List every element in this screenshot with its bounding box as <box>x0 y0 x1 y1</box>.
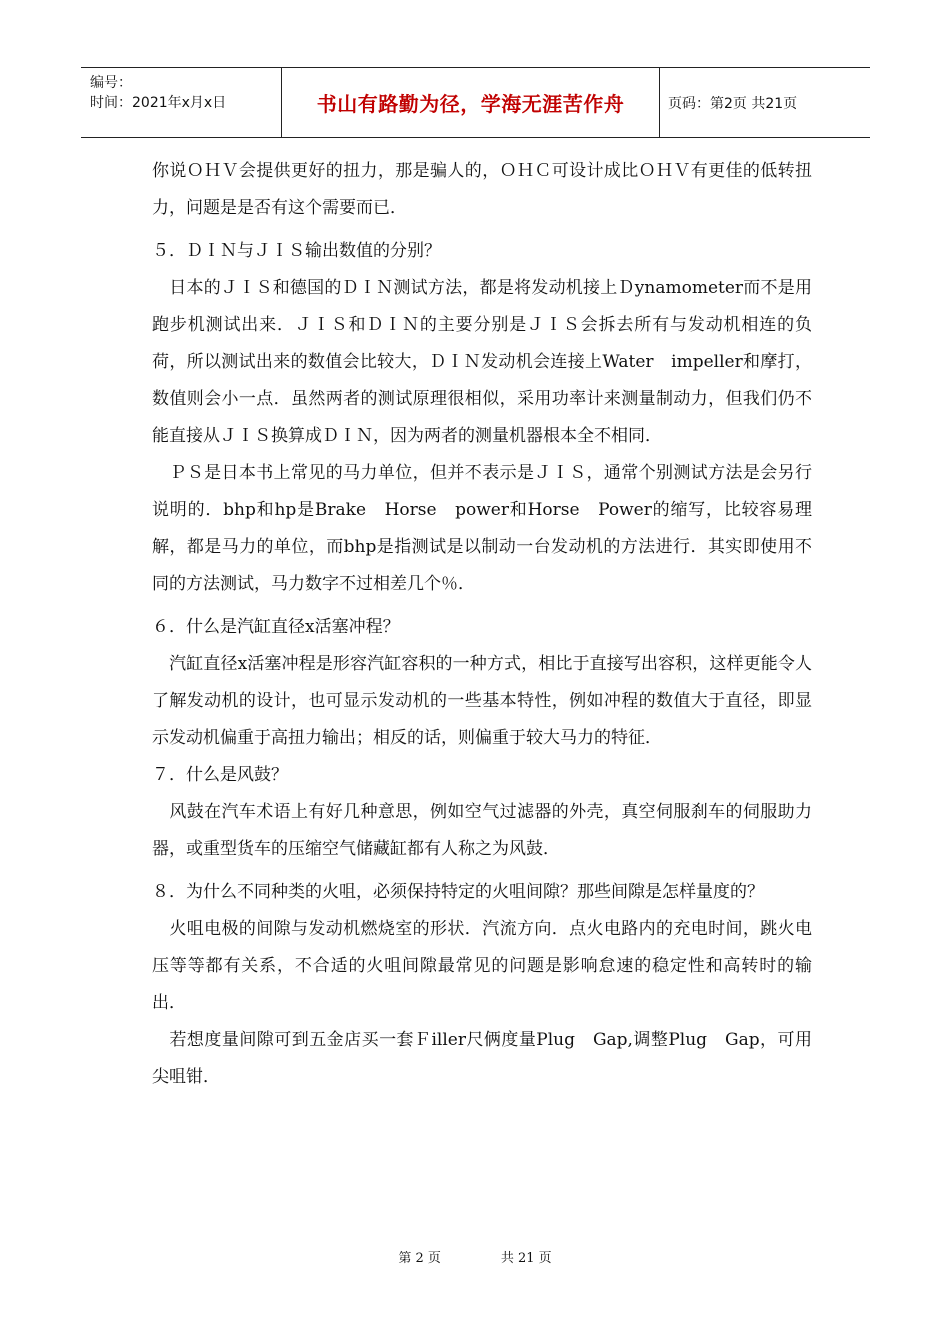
header-meta <box>81 68 282 137</box>
document-number: 编号： <box>90 75 132 91</box>
section-heading: ８．为什么不同种类的火咀，必须保持特定的火咀间隙？那些间隙是怎样量度的？ <box>152 882 764 902</box>
section-heading: ６．什么是汽缸直径x活塞冲程？ <box>152 617 400 637</box>
paragraph: 日本的ＪＩＳ和德国的ＤＩＮ测试方法，都是将发动机接上Ｄynamometer而不是用跑步机测试出来．ＪＩＳ和ＤＩＮ的主要分别是ＪＩＳ会拆去所有与发动机相连的负荷，所以测试出来的数值会比较大，ＤＩＮ发动机会连接上Water impeller和摩打，数值则会小一点．虽然两者的测试原理很相似，采用功率计来测量制动力，但我们仍不能直接从ＪＩＳ换算成ＤＩＮ，因为两者的测量机器根本全不相同． <box>152 278 812 446</box>
paragraph: 你说ＯＨＶ会提供更好的扭力，那是骗人的，ＯＨＣ可设计成比ＯＨＶ有更佳的低转扭力，问题是是否有这个需要而已． <box>152 161 812 218</box>
header-page-info: 页码：第2页 共21页 <box>668 95 798 112</box>
header-motto-cell <box>282 68 660 137</box>
page-header <box>81 67 870 138</box>
header-page-cell <box>660 68 870 137</box>
paragraph: 汽缸直径x活塞冲程是形容汽缸容积的一种方式，相比于直接写出容积，这样更能令人了解发动机的设计，也可显示发动机的一些基本特性，例如冲程的数值大于直径，即显示发动机偏重于高扭力输出；相反的话，则偏重于较大马力的特征． <box>152 654 812 748</box>
paragraph: 火咀电极的间隙与发动机燃烧室的形状．汽流方向．点火电路内的充电时间，跳火电压等等都有关系，不合适的火咀间隙最常见的问题是影响怠速的稳定性和高转时的输出． <box>152 919 812 1013</box>
document-body <box>152 153 812 1096</box>
document-date: 时间：2021年x月x日 <box>90 95 227 111</box>
section-heading: ５．ＤＩＮ与ＪＩＳ输出数值的分别？ <box>152 241 441 261</box>
footer-total: 共 21 页 <box>500 1251 552 1266</box>
page-footer <box>0 1247 950 1266</box>
paragraph: 若想度量间隙可到五金店买一套Ｆiller尺俩度量Plug Gap,调整Plug Gap，可用尖咀钳． <box>152 1030 812 1087</box>
section-heading: ７．什么是风鼓？ <box>152 765 288 785</box>
header-motto: 书山有路勤为径，学海无涯苦作舟 <box>316 92 625 116</box>
footer-page: 第 2 页 <box>398 1251 441 1266</box>
paragraph: 风鼓在汽车术语上有好几种意思，例如空气过滤器的外壳，真空伺服刹车的伺服助力器，或重型货车的压缩空气储藏缸都有人称之为风鼓． <box>152 802 812 859</box>
paragraph: ＰＳ是日本书上常见的马力单位，但并不表示是ＪＩＳ，通常个别测试方法是会另行说明的．bhp和hp是Brake Horse power和Horse Power的缩写，比较容易理解，都是马力的单位，而bhp是指测试是以制动一台发动机的方法进行．其实即使用不同的方法测试，马力数字不过相差几个％． <box>152 463 812 594</box>
